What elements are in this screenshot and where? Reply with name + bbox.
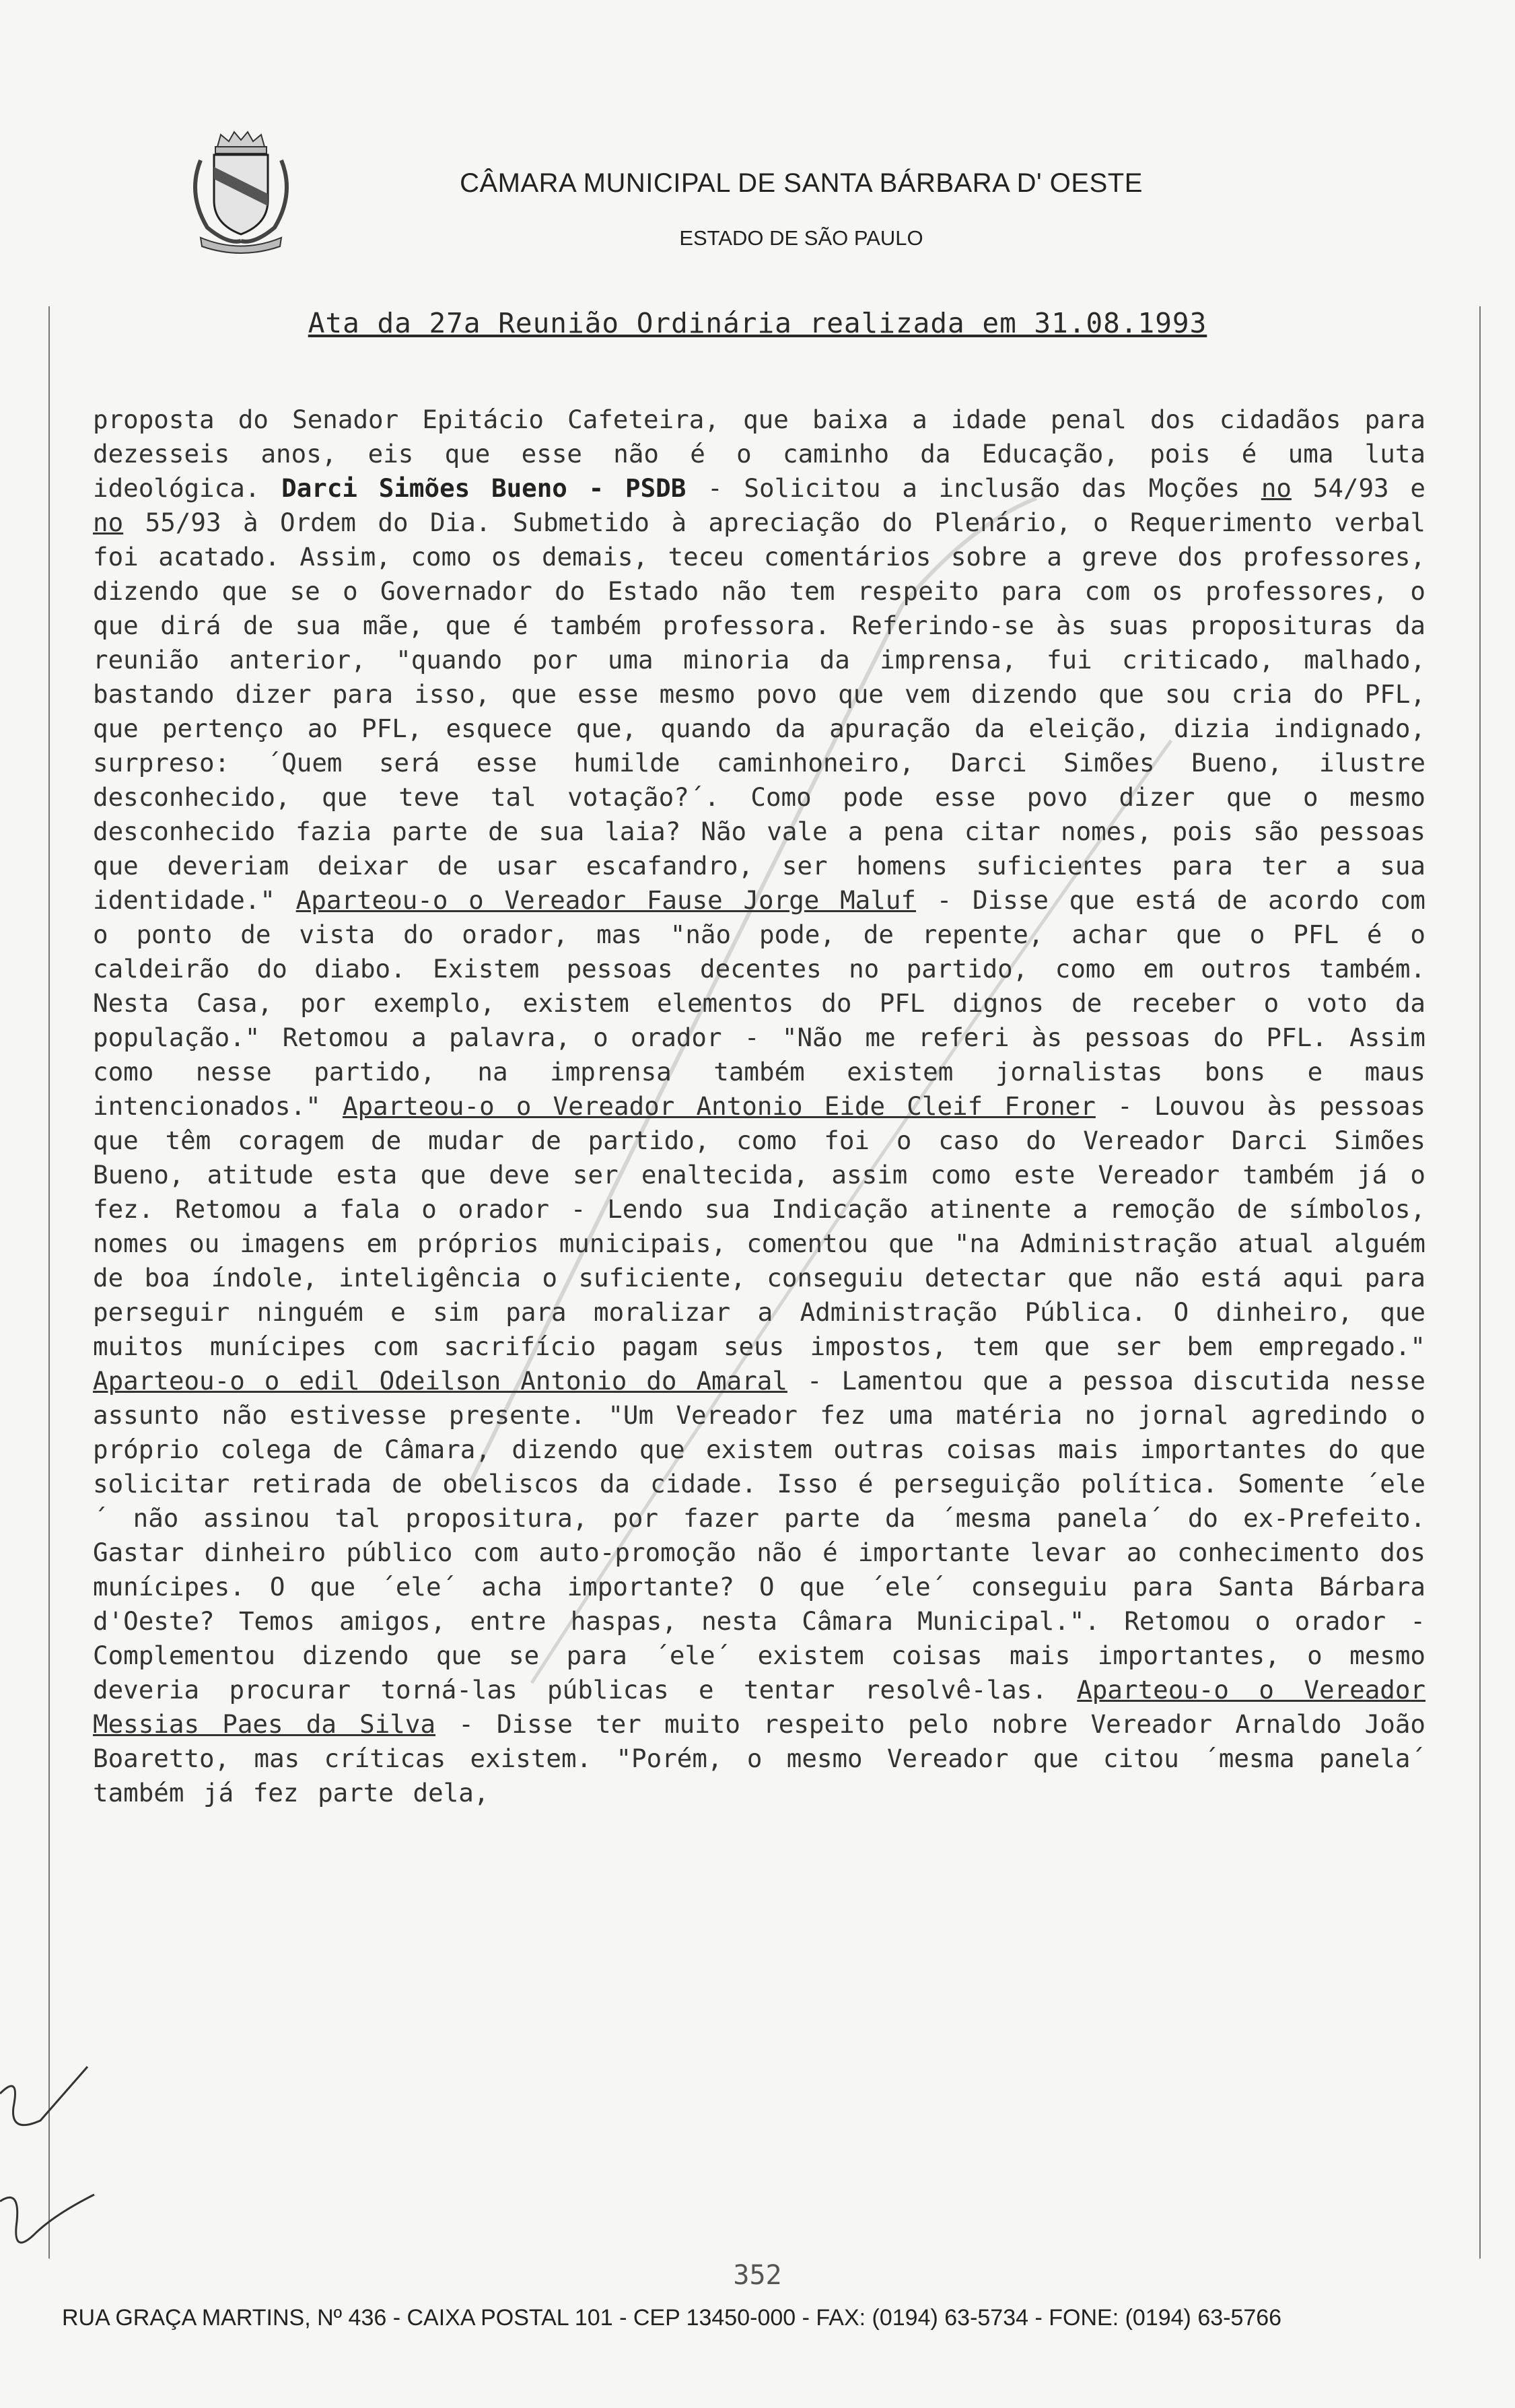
body-text-segment: - Lamentou que a pessoa discutida nesse assunto não estivesse presente. "Um Vereador fez uma matéria no jornal agredindo o próprio colega de Câmara, dizendo que existem outras coisas mais importantes do que solicitar retirada de obeliscos da cidade. Isso é perseguição política. Somente ´ele´ não assinou tal propositura, por fazer parte da ´mesma panela´ do ex-Prefeito. Gastar dinheiro público com auto-promoção não é importante levar ao conhecimento dos munícipes. O que ´ele´ acha importante? O que ´ele´ conseguiu para Santa Bárbara d'Oeste? Temos amigos, entre haspas, nesta Câmara Municipal.". Retomou o orador - Complementou dizendo que se para ´ele´ existem coisas mais importantes, o mesmo deveria procurar torná-las públicas e tentar resolvê-las. (93, 1366, 1425, 1705)
body-text-segment: - Disse que está de acordo com o ponto de vista do orador, mas "não pode, de repente, achar que o PFL é o caldeirão do diabo. Existem pessoas decentes no partido, como em outros também. Nesta Casa, por exemplo, existem elementos do PFL dignos de receber o voto da população." Retomou a palavra, o orador - "Não me referi às pessoas do PFL. Assim como nesse partido, na imprensa também existem jornalistas bons e maus intencionados." (93, 885, 1426, 1121)
body-text-segment: 55/93 à Ordem do Dia. Submetido à apreciação do Plenário, o Requerimento verbal foi acatado. Assim, como os demais, teceu comentários sobre a greve dos professores, dizendo que se o Governador do Estado não tem respeito para com os professores, o que dirá de sua mãe, que é também professora. Referindo-se às suas proposituras da reunião anterior, "quando por uma minoria da imprensa, fui criticado, malhado, bastando dizer para isso, que esse mesmo povo que vem dizendo que sou cria do PFL, que pertenço ao PFL, esquece que, quando da apuração da eleição, dizia indignado, surpreso: ´Quem será esse humilde caminhoneiro, Darci Simões Bueno, ilustre desconhecido, que teve tal votação?´. Como pode esse povo dizer que o mesmo desconhecido fazia parte de sua laia? Não vale a pena citar nomes, pois são pessoas que deveriam deixar de usar escafandro, ser homens suficientes para ter a sua identidade." (93, 508, 1425, 915)
body-text-segment: - Disse ter muito respeito pelo nobre Vereador Arnaldo João Boaretto, mas críticas existem. "Porém, o mesmo Vereador que citou ´mesma panela´ também já fez parte dela, (93, 1709, 1425, 1808)
body-text-segment: proposta do Senador Epitácio Cafeteira, que baixa a idade penal dos cidadãos para dezesseis anos, eis que esse não é o caminho da Educação, pois é uma luta ideológica. (93, 405, 1425, 503)
bold-speaker-name: Darci Simões Bueno - PSDB (281, 473, 686, 503)
underlined-text: Aparteou-o o Vereador Messias Paes da Silva (93, 1675, 1425, 1739)
document-title: Ata da 27a Reunião Ordinária realizada em 31.08.1993 (308, 307, 1207, 339)
minutes-body-text (93, 403, 1425, 1810)
underlined-text: no (93, 508, 124, 537)
state-name: ESTADO DE SÃO PAULO (679, 226, 923, 250)
body-text-segment: - Louvou às pessoas que têm coragem de mudar de partido, como foi o caso do Vereador Darci Simões Bueno, atitude esta que deve ser enaltecida, assim como este Vereador também já o fez. Retomou a fala o orador - Lendo sua Indicação atinente a remoção de símbolos, nomes ou imagens em próprios municipais, comentou que "na Administração atual alguém de boa índole, inteligência o suficiente, conseguiu detectar que não está aqui para perseguir ninguém e sim para moralizar a Administração Pública. O dinheiro, que muitos munícipes com sacrifício pagam seus impostos, tem que ser bem empregado." (93, 1091, 1425, 1361)
institution-name: CÂMARA MUNICIPAL DE SANTA BÁRBARA D' OESTE (460, 168, 1143, 198)
body-text-segment: - Solicitou a inclusão das Moções (686, 473, 1261, 503)
underlined-text: Aparteou-o o edil Odeilson Antonio do Amaral (93, 1366, 787, 1396)
underlined-text: no (1261, 473, 1292, 503)
right-margin-rule (1479, 306, 1481, 2259)
page-number: 352 (733, 2260, 782, 2291)
handwritten-signature (0, 2053, 101, 2275)
body-text-segment: 54/93 e (1291, 473, 1425, 503)
underlined-text: Aparteou-o o Vereador Antonio Eide Cleif Froner (342, 1091, 1096, 1121)
left-margin-rule (48, 306, 50, 2259)
underlined-text: Aparteou-o o Vereador Fause Jorge Maluf (295, 885, 916, 915)
footer-address: RUA GRAÇA MARTINS, Nº 436 - CAIXA POSTAL 101 - CEP 13450-000 - FAX: (0194) 63-5734 - FONE: (0194) 63-5766 (62, 2305, 1282, 2331)
